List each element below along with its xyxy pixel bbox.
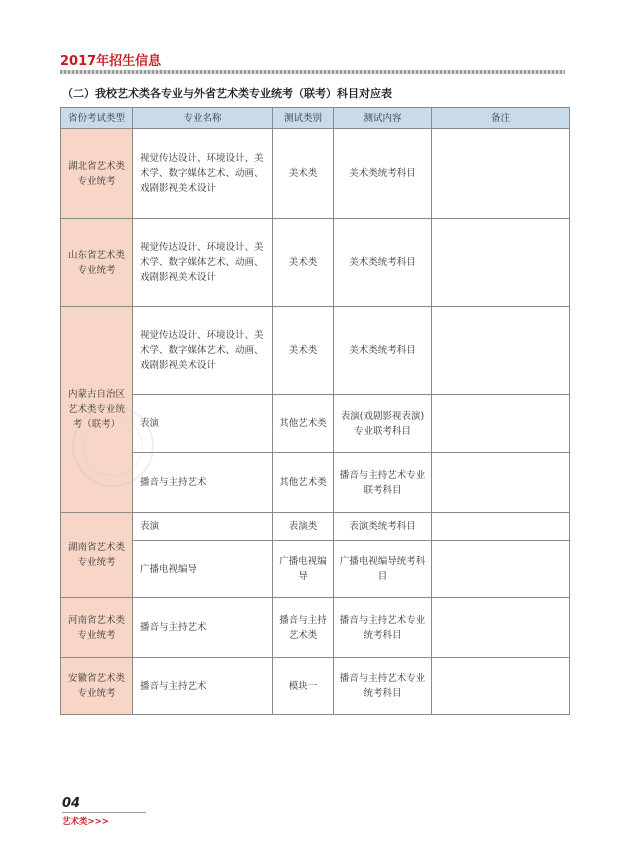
table-header-row [61, 108, 570, 129]
header-category: 测试类别 [273, 108, 334, 129]
header-rule [60, 70, 565, 74]
header-region: 省份考试类型 [61, 108, 133, 129]
major-cell: 播音与主持艺术 [133, 598, 273, 658]
content-cell: 广播电视编导统考科目 [334, 541, 432, 598]
content-cell: 播音与主持艺术专业统考科目 [334, 658, 432, 715]
note-cell [432, 658, 570, 715]
table-row [61, 395, 570, 453]
header-content: 测试内容 [334, 108, 432, 129]
category-cell: 表演类 [273, 513, 334, 541]
category-cell: 模块一 [273, 658, 334, 715]
correspondence-table [60, 107, 570, 715]
major-cell: 表演 [133, 513, 273, 541]
major-cell: 视觉传达设计、环境设计、美术学、数字媒体艺术、动画、戏剧影视美术设计 [133, 219, 273, 307]
table-row [61, 219, 570, 307]
table-row [61, 658, 570, 715]
region-cell: 内蒙古自治区艺术类专业统考（联考） [61, 307, 133, 513]
major-cell: 表演 [133, 395, 273, 453]
table-row [61, 513, 570, 541]
note-cell [432, 513, 570, 541]
correspondence-table-wrap [60, 107, 570, 715]
region-cell: 安徽省艺术类专业统考 [61, 658, 133, 715]
note-cell [432, 129, 570, 219]
footer-rule [62, 812, 146, 813]
table-row [61, 307, 570, 395]
region-cell: 山东省艺术类专业统考 [61, 219, 133, 307]
region-cell: 河南省艺术类专业统考 [61, 598, 133, 658]
table-row [61, 541, 570, 598]
header-title: 2017年招生信息 [60, 54, 162, 69]
note-cell [432, 453, 570, 513]
content-cell: 播音与主持艺术专业统考科目 [334, 598, 432, 658]
note-cell [432, 598, 570, 658]
header-note: 备注 [432, 108, 570, 129]
table-row [61, 129, 570, 219]
section-title: （二）我校艺术类各专业与外省艺术类专业统考（联考）科目对应表 [62, 87, 392, 100]
major-cell: 播音与主持艺术 [133, 658, 273, 715]
note-cell [432, 307, 570, 395]
header-major: 专业名称 [133, 108, 273, 129]
region-cell: 湖北省艺术类专业统考 [61, 129, 133, 219]
category-cell: 其他艺术类 [273, 395, 334, 453]
note-cell [432, 541, 570, 598]
major-cell: 视觉传达设计、环境设计、美术学、数字媒体艺术、动画、戏剧影视美术设计 [133, 307, 273, 395]
page-number: 04 [62, 796, 81, 811]
table-row [61, 598, 570, 658]
content-cell: 播音与主持艺术专业联考科目 [334, 453, 432, 513]
major-cell: 广播电视编导 [133, 541, 273, 598]
content-cell: 表演类统考科目 [334, 513, 432, 541]
category-cell: 美术类 [273, 307, 334, 395]
major-cell: 播音与主持艺术 [133, 453, 273, 513]
major-cell: 视觉传达设计、环境设计、美术学、数字媒体艺术、动画、戏剧影视美术设计 [133, 129, 273, 219]
category-cell: 广播电视编导 [273, 541, 334, 598]
content-cell: 表演(戏剧影视表演)专业联考科目 [334, 395, 432, 453]
category-cell: 其他艺术类 [273, 453, 334, 513]
content-cell: 美术类统考科目 [334, 219, 432, 307]
category-cell: 美术类 [273, 129, 334, 219]
note-cell [432, 219, 570, 307]
category-cell: 播音与主持艺术类 [273, 598, 334, 658]
footer-label: 艺术类>>> [62, 817, 109, 827]
table-row [61, 453, 570, 513]
region-cell: 湖南省艺术类专业统考 [61, 513, 133, 598]
content-cell: 美术类统考科目 [334, 129, 432, 219]
note-cell [432, 395, 570, 453]
category-cell: 美术类 [273, 219, 334, 307]
content-cell: 美术类统考科目 [334, 307, 432, 395]
